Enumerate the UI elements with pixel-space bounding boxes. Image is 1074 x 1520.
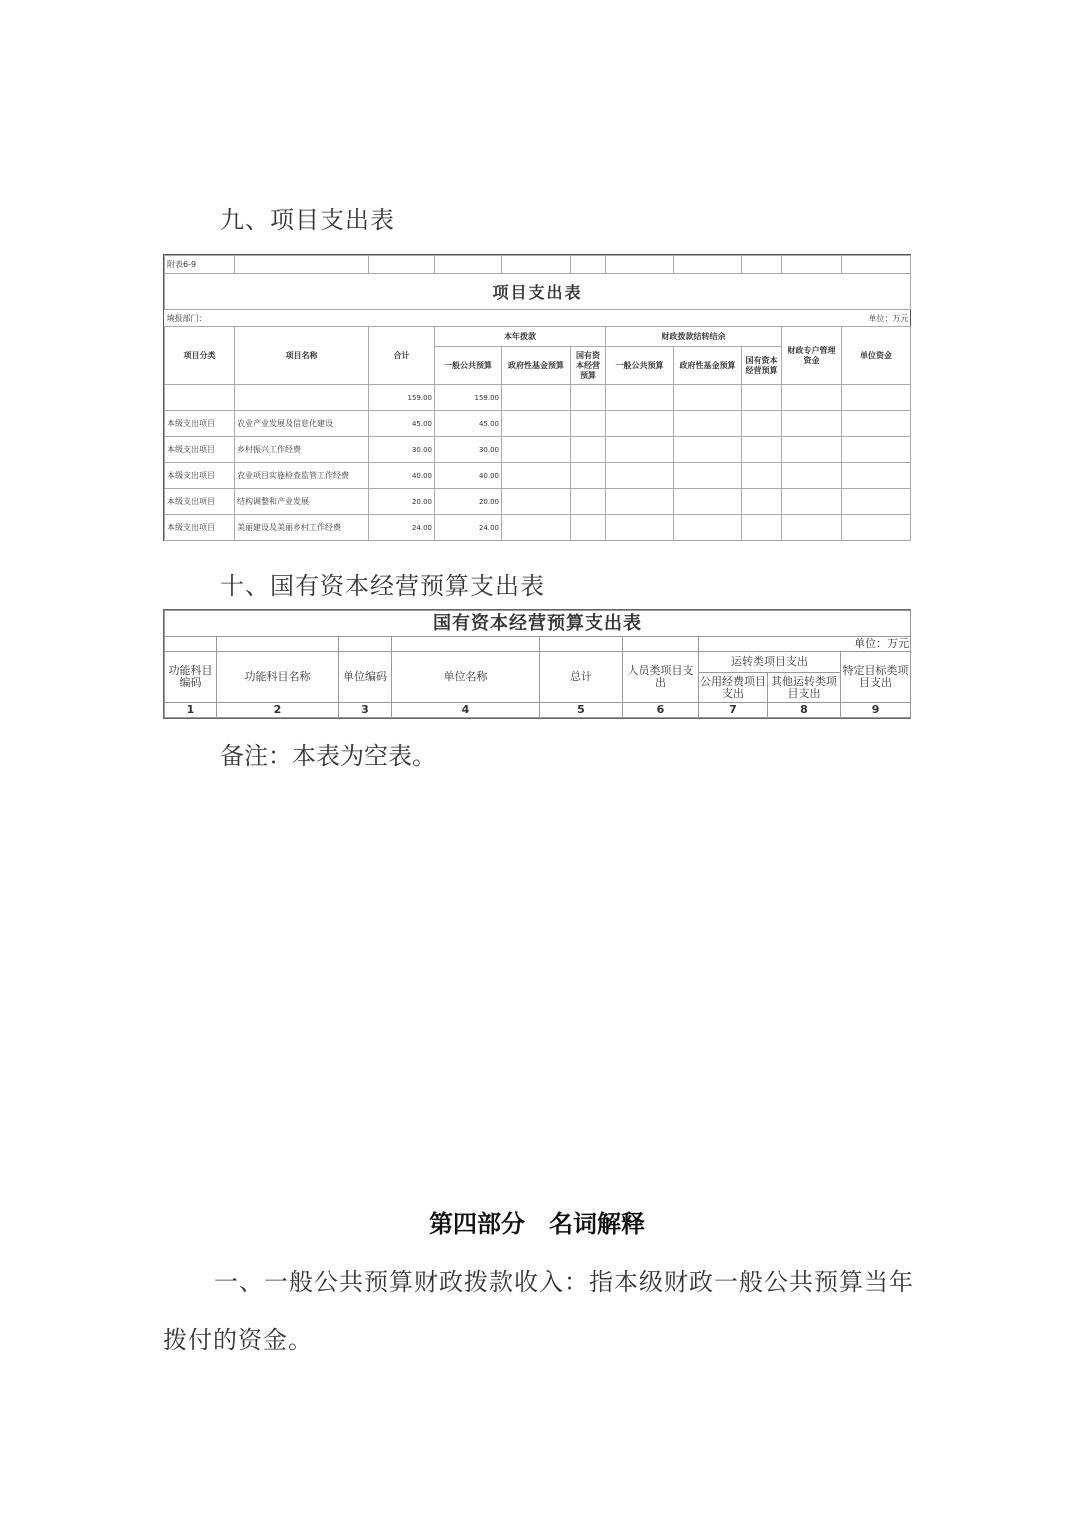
- index-cell: 8: [768, 703, 841, 718]
- section-heading-project-expenditure: 九、项目支出表: [220, 206, 395, 234]
- unit-label: 单位：万元: [782, 310, 911, 327]
- cell-general: 20.00: [435, 489, 502, 515]
- header-fund: 政府性基金预算: [502, 347, 571, 385]
- cell-general: 45.00: [435, 411, 502, 437]
- cell-category: 本级支出项目: [165, 515, 235, 541]
- index-cell: 3: [339, 703, 392, 718]
- index-cell: 9: [841, 703, 911, 718]
- cell-name: 美丽建设及美丽乡村工作经费: [235, 515, 369, 541]
- header-unit-name: 单位名称: [392, 652, 540, 703]
- header-special: 特定目标类项目支出: [841, 652, 911, 703]
- header-unit-code: 单位编码: [339, 652, 392, 703]
- cell-total: 40.00: [369, 463, 435, 489]
- header-other-transfer: 其他运转类项目支出: [768, 673, 841, 703]
- header-total: 合计: [369, 327, 435, 385]
- header-func-name: 功能科目名称: [217, 652, 339, 703]
- cell-general: 159.00: [435, 385, 502, 411]
- table-row: [165, 515, 911, 541]
- cell-total: 159.00: [369, 385, 435, 411]
- header-func-code: 功能科目编码: [165, 652, 217, 703]
- cell-name: 农业项目实施检查监管工作经费: [235, 463, 369, 489]
- cell-category: 本级支出项目: [165, 437, 235, 463]
- cell-category: 本级支出项目: [165, 463, 235, 489]
- table-total-row: [165, 385, 911, 411]
- part-four-title: 第四部分 名词解释: [429, 1209, 645, 1238]
- header-name: 项目名称: [235, 327, 369, 385]
- cell-general: 24.00: [435, 515, 502, 541]
- cell-total: 45.00: [369, 411, 435, 437]
- cell-total: 20.00: [369, 489, 435, 515]
- attachment-label: 附表6-9: [165, 256, 235, 274]
- header-special-account: 财政专户管理资金: [782, 327, 842, 385]
- header-current-year: 本年拨款: [435, 327, 606, 347]
- cell-name: 结构调整和产业发展: [235, 489, 369, 515]
- definition-paragraph-line1: 一、一般公共预算财政拨款收入：指本级财政一般公共预算当年: [214, 1268, 914, 1296]
- cell-total: 24.00: [369, 515, 435, 541]
- cell-total: 30.00: [369, 437, 435, 463]
- cell-category: 本级支出项目: [165, 489, 235, 515]
- index-row: [165, 703, 911, 718]
- header-category: 项目分类: [165, 327, 235, 385]
- table-row: [165, 411, 911, 437]
- definition-paragraph-line2: 拨付的资金。: [163, 1326, 313, 1354]
- index-cell: 2: [217, 703, 339, 718]
- index-cell: 7: [699, 703, 768, 718]
- header-transfer: 运转类项目支出: [699, 652, 841, 673]
- table-title: 项目支出表: [165, 274, 911, 310]
- header-carry-general: 一般公共预算: [606, 347, 674, 385]
- cell-general: 30.00: [435, 437, 502, 463]
- table-note: 备注：本表为空表。: [220, 742, 436, 770]
- index-cell: 1: [165, 703, 217, 718]
- cell-general: 40.00: [435, 463, 502, 489]
- header-carry-fund: 政府性基金预算: [674, 347, 742, 385]
- state-capital-expenditure-table: [163, 609, 911, 719]
- table-row: [165, 437, 911, 463]
- header-total: 总计: [540, 652, 623, 703]
- cell-name: 农业产业发展及信息化建设: [235, 411, 369, 437]
- cell-name: 乡村振兴工作经费: [235, 437, 369, 463]
- project-expenditure-table: [163, 254, 911, 541]
- cell-category: 本级支出项目: [165, 411, 235, 437]
- index-cell: 5: [540, 703, 623, 718]
- header-unit-funds: 单位资金: [842, 327, 911, 385]
- table-title: 国有资本经营预算支出表: [165, 611, 911, 637]
- dept-label: 填报部门：: [165, 310, 369, 327]
- index-cell: 4: [392, 703, 540, 718]
- unit-label: 单位：万元: [768, 637, 911, 652]
- header-carry-state-capital: 国有资本经营预算: [742, 347, 782, 385]
- table-row: [165, 489, 911, 515]
- section-heading-state-capital: 十、国有资本经营预算支出表: [220, 572, 545, 600]
- header-personnel: 人员类项目支出: [623, 652, 699, 703]
- index-cell: 6: [623, 703, 699, 718]
- header-public-funds: 公用经费项目支出: [699, 673, 768, 703]
- table-row: [165, 463, 911, 489]
- header-state-capital: 国有资本经营预算: [571, 347, 606, 385]
- header-general: 一般公共预算: [435, 347, 502, 385]
- header-carryover: 财政拨款结转结余: [606, 327, 782, 347]
